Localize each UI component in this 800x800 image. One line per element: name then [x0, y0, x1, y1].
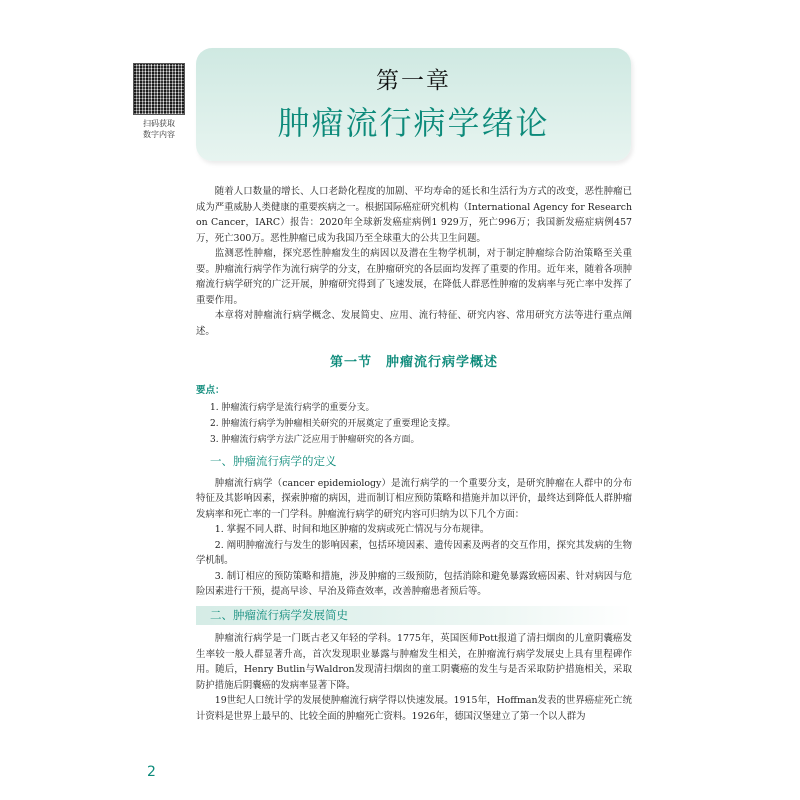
keypoints-label: 要点：: [196, 384, 225, 396]
subheading-history: 二、肿瘤流行病学发展简史: [196, 606, 632, 626]
chapter-header: [196, 48, 631, 161]
keypoints-list: [210, 400, 632, 448]
qr-caption: [133, 118, 185, 140]
page-body: [196, 184, 632, 724]
intro-paragraph: 随着人口数量的增长、人口老龄化程度的加剧、平均寿命的延长和生活行为方式的改变，恶性肿瘤已成为严重威胁人类健康的重要疾病之一。根据国际癌症研究机构（International Agency for Research on Cancer，IARC）报告：2020年全球新发癌症病例1 929万，死亡996万；我国新发癌症病例457万，死亡300万。恶性肿瘤已成为我国乃至全球重大的公共卫生问题。: [196, 186, 632, 244]
keypoint-item: 1. 肿瘤流行病学是流行病学的重要分支。: [210, 403, 375, 413]
qr-caption-line1: 扫码获取: [143, 119, 175, 128]
intro-paragraph: 监测恶性肿瘤，探究恶性肿瘤发生的病因以及潜在生物学机制，对于制定肿瘤综合防治策略至关重要。肿瘤流行病学作为流行病学的分支，在肿瘤研究的各层面均发挥了重要的作用。近年来，随着各项肿瘤流行病学研究的广泛开展，肿瘤研究得到了飞速发展，在降低人群恶性肿瘤的发病率与死亡率中发挥了重要作用。: [196, 248, 632, 306]
section-heading: 第一节 肿瘤流行病学概述: [329, 355, 498, 370]
qr-code-block: [133, 63, 185, 140]
keypoint-item: 2. 肿瘤流行病学为肿瘤相关研究的开展奠定了重要理论支撑。: [210, 419, 456, 429]
body-paragraph: 肿瘤流行病学（cancer epidemiology）是流行病学的一个重要分支，是研究肿瘤在人群中的分布特征及其影响因素，探索肿瘤的病因，进而制订相应预防策略和措施并加以评价，最终达到降低人群肿瘤发病率和死亡率的一门学科。肿瘤流行病学的研究内容可归纳为以下几个方面：: [196, 477, 632, 520]
page-number: 2: [147, 764, 156, 780]
qr-caption-line2: 数字内容: [143, 130, 175, 139]
body-paragraph: 19世纪人口统计学的发展使肿瘤流行病学得以快速发展。1915年，Hoffman发表的世界癌症死亡统计资料是世界上最早的、比较全面的肿瘤死亡资料。1926年，德国汉堡建立了第一个以人群为: [196, 695, 632, 722]
subheading-definition: 一、肿瘤流行病学的定义: [210, 454, 337, 468]
body-paragraph: 1. 掌握不同人群、时间和地区肿瘤的发病或死亡情况与分布规律。: [214, 524, 490, 535]
body-paragraph: 2. 阐明肿瘤流行与发生的影响因素，包括环境因素、遗传因素及两者的交互作用，探究其发病的生物学机制。: [196, 539, 632, 566]
chapter-number: 第一章: [376, 68, 451, 94]
chapter-title: 肿瘤流行病学绪论: [277, 104, 550, 142]
body-paragraph: 肿瘤流行病学是一门既古老又年轻的学科。1775年，英国医师Pott报道了清扫烟囱的儿童阴囊癌发生率较一般人群显著升高，首次发现职业暴露与肿瘤发生相关，在肿瘤流行病学发展史上具有里程碑作用。随后，Henry Butlin与Waldron发现清扫烟囱的童工阴囊癌的发生与是否采取防护措施相关，采取防护措施后阴囊癌的发病率显著下降。: [196, 633, 632, 691]
qr-code-image[interactable]: [133, 63, 185, 115]
keypoint-item: 3. 肿瘤流行病学方法广泛应用于肿瘤研究的各方面。: [210, 435, 420, 445]
body-paragraph: 3. 制订相应的预防策略和措施，涉及肿瘤的三级预防，包括消除和避免暴露致癌因素、针对病因与危险因素进行干预，提高早诊、早治及筛查效率，改善肿瘤患者预后等。: [196, 570, 632, 597]
intro-paragraph: 本章将对肿瘤流行病学概念、发展简史、应用、流行特征、研究内容、常用研究方法等进行重点阐述。: [196, 310, 632, 337]
